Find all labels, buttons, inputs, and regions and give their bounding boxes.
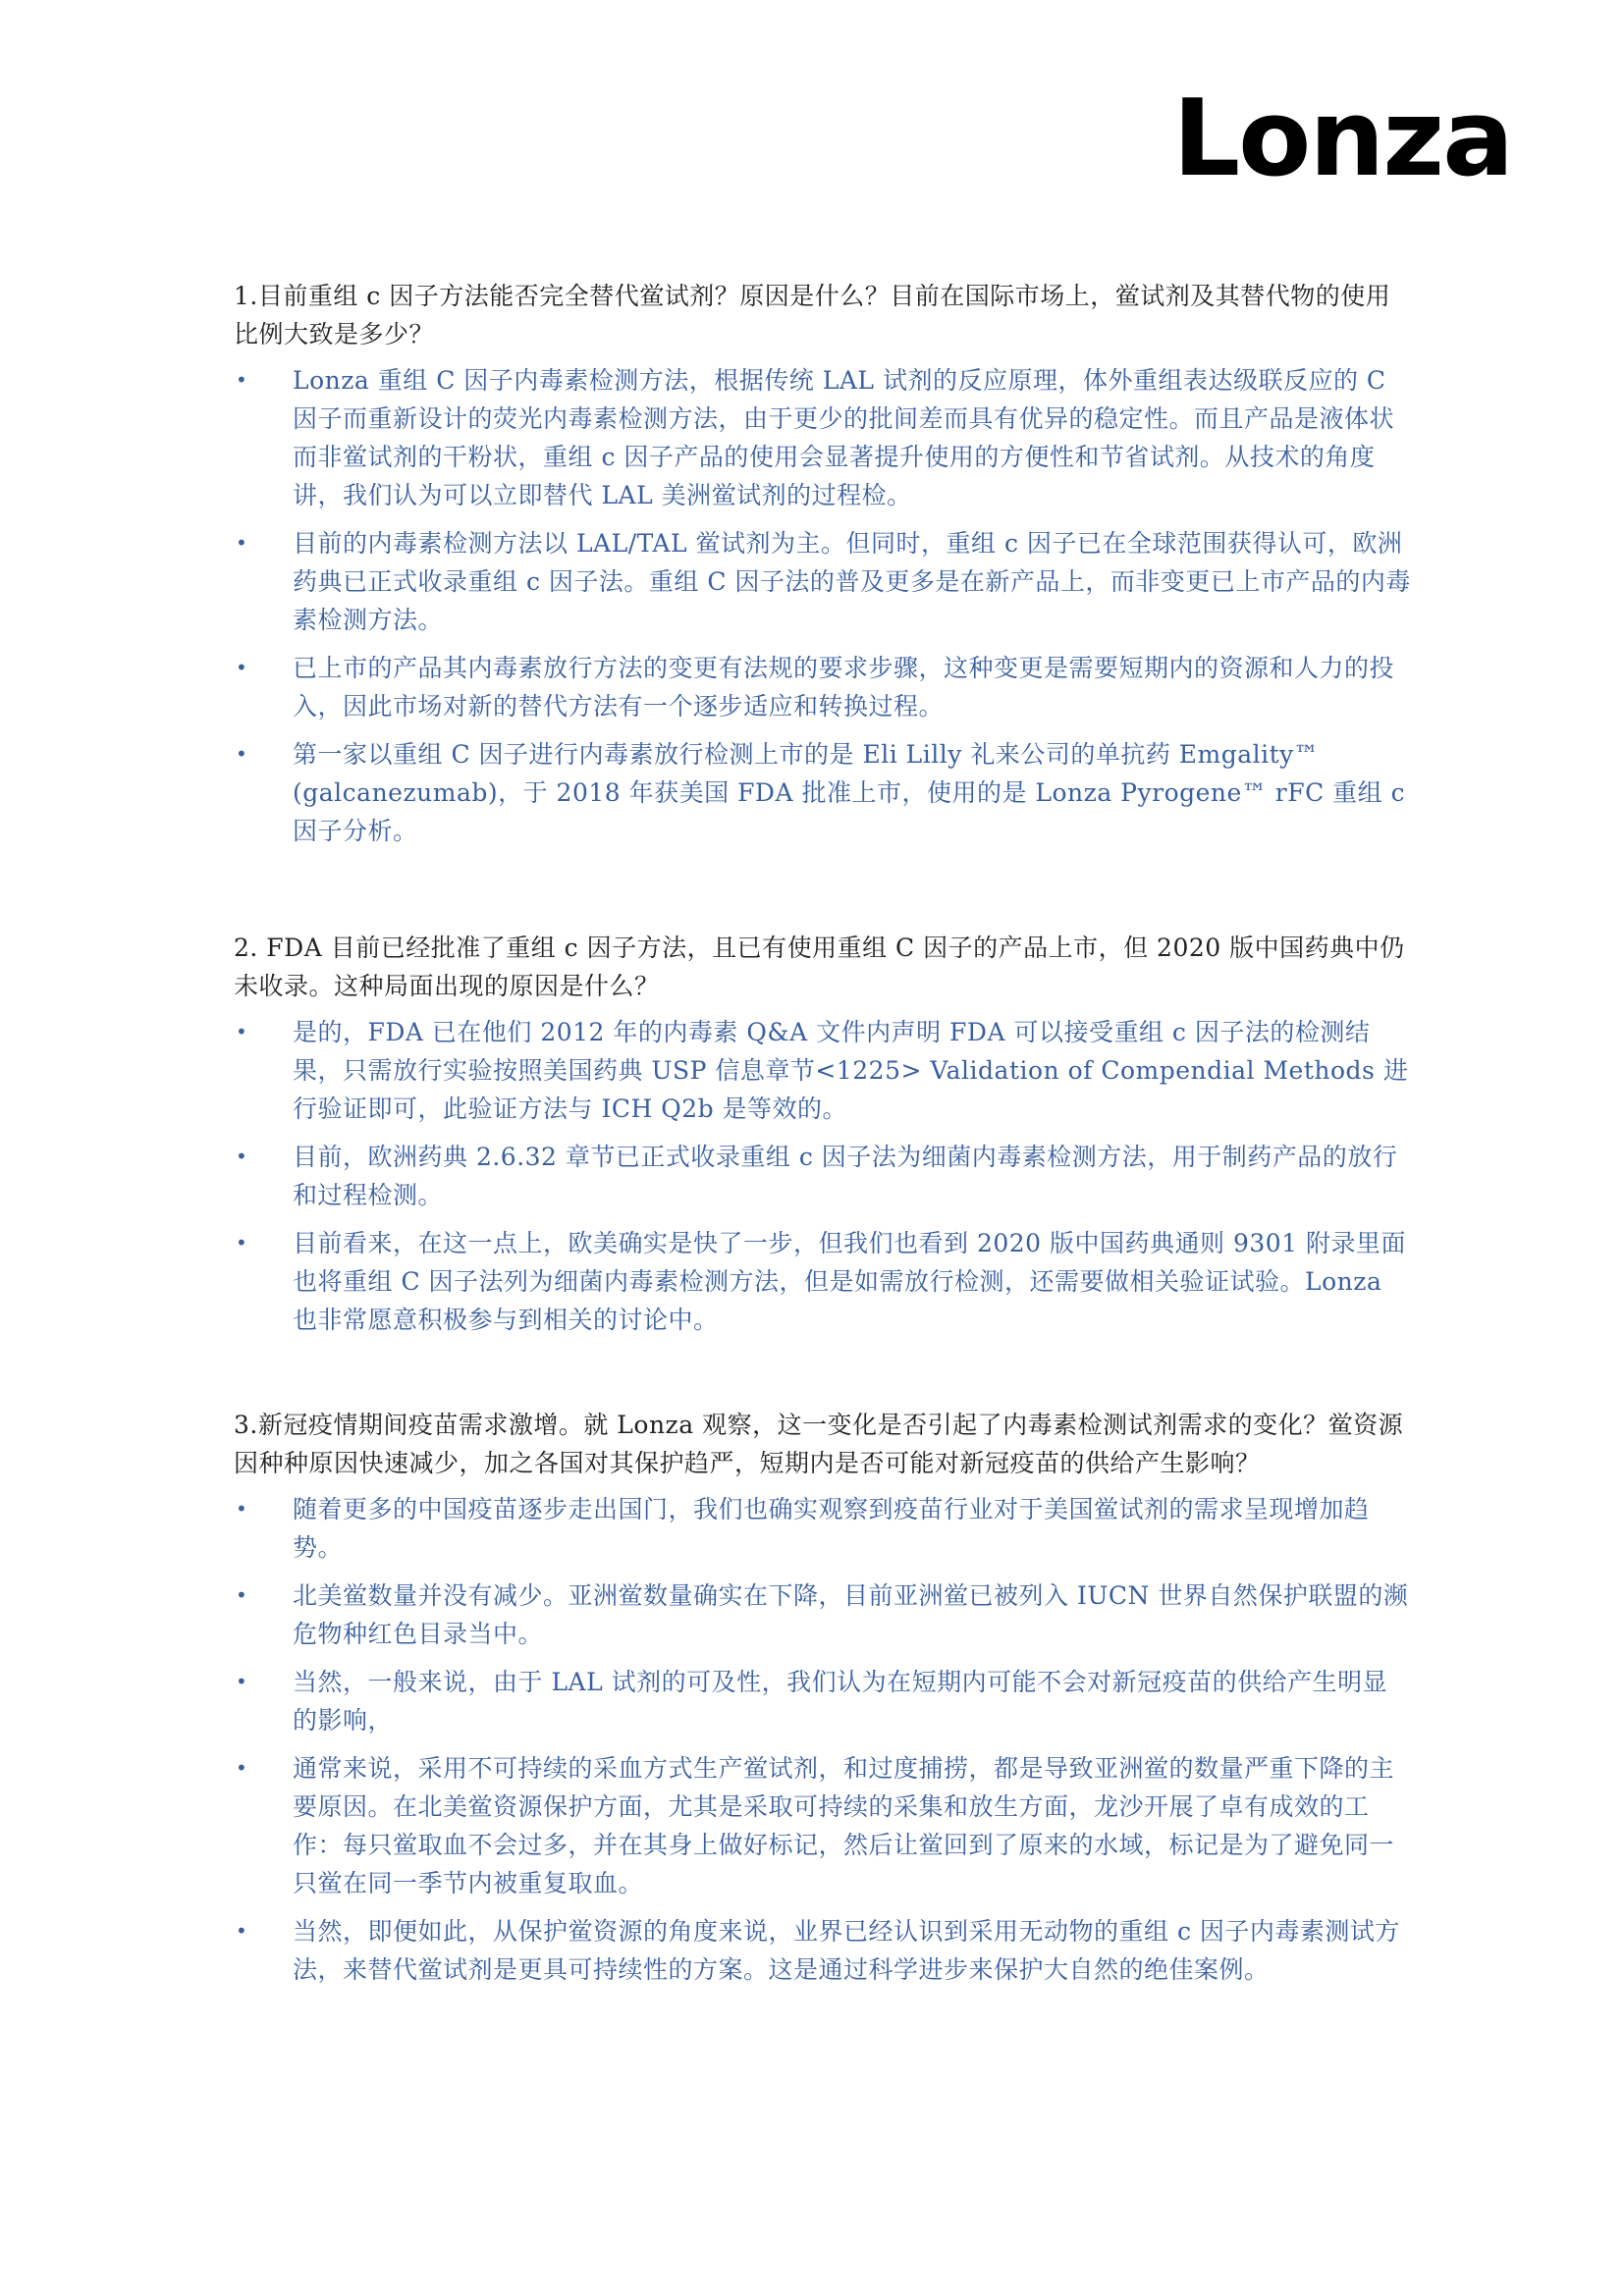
answer-text: 随着更多的中国疫苗逐步走出国门，我们也确实观察到疫苗行业对于美国鲎试剂的需求呈现增加趋势。: [293, 1495, 1370, 1562]
answer-item: [234, 1912, 1412, 1989]
bullet-icon: •: [236, 531, 248, 555]
answer-text: Lonza 重组 C 因子内毒素检测方法，根据传统 LAL 试剂的反应原理，体外重组表达级联反应的 C 因子而重新设计的荧光内毒素检测方法，由于更少的批间差而具有优异的稳定性。而且产品是液体状而非鲎试剂的干粉状，重组 c 因子产品的使用会显著提升使用的方便性和节省试剂。从技术的角度讲，我们认为可以立即替代 LAL 美洲鲎试剂的过程检。: [293, 366, 1395, 509]
bullet-icon: •: [236, 1919, 248, 1943]
section-spacer: [234, 1349, 1412, 1406]
answer-text: 当然，一般来说，由于 LAL 试剂的可及性，我们认为在短期内可能不会对新冠疫苗的供给产生明显的影响，: [293, 1668, 1388, 1735]
bullet-icon: •: [236, 1145, 248, 1168]
question-3: 3.新冠疫情期间疫苗需求激增。就 Lonza 观察，这一变化是否引起了内毒素检测试剂需求的变化？鲎资源因种种原因快速减少，加之各国对其保护趋严，短期内是否可能对新冠疫苗的供给产生影响？: [234, 1411, 1404, 1477]
answer-text: 通常来说，采用不可持续的采血方式生产鲎试剂，和过度捕捞，都是导致亚洲鲎的数量严重下降的主要原因。在北美鲎资源保护方面，尤其是采取可持续的采集和放生方面，龙沙开展了卓有成效的工作：每只鲎取血不会过多，并在其身上做好标记，然后让鲎回到了原来的水域，标记是为了避免同一只鲎在同一季节内被重复取血。: [293, 1754, 1395, 1897]
document-body: [234, 277, 1412, 1999]
bullet-icon: •: [236, 1497, 248, 1521]
answer-text: 北美鲎数量并没有减少。亚洲鲎数量确实在下降，目前亚洲鲎已被列入 IUCN 世界自然保护联盟的濒危物种红色目录当中。: [293, 1581, 1409, 1648]
answer-text: 是的，FDA 已在他们 2012 年的内毒素 Q&A 文件内声明 FDA 可以接受重组 c 因子法的检测结果，只需放行实验按照美国药典 USP 信息章节<1225> Validation of Compendial Methods 进行验证即可，此验证方法与 ICH Q2b 是等效的。: [293, 1018, 1409, 1123]
answer-item: [234, 1490, 1412, 1567]
answer-item: [234, 1138, 1412, 1214]
answer-item: [234, 1224, 1412, 1339]
answer-item: [234, 735, 1412, 850]
bullet-icon: •: [236, 656, 248, 679]
answer-text: 目前，欧洲药典 2.6.32 章节已正式收录重组 c 因子法为细菌内毒素检测方法，用于制药产品的放行和过程检测。: [293, 1143, 1398, 1209]
qa-section-3: [234, 1406, 1412, 1989]
answer-list-3: [234, 1490, 1412, 1989]
answer-list-2: [234, 1013, 1412, 1339]
section-spacer: [234, 860, 1412, 929]
question-1: 1.目前重组 c 因子方法能否完全替代鲎试剂？原因是什么？目前在国际市场上，鲎试剂及其替代物的使用比例大致是多少？: [234, 282, 1391, 348]
bullet-icon: •: [236, 742, 248, 766]
answer-text: 目前看来，在这一点上，欧美确实是快了一步，但我们也看到 2020 版中国药典通则 9301 附录里面也将重组 C 因子法列为细菌内毒素检测方法，但是如需放行检测，还需要做相关验证试验。Lonza 也非常愿意积极参与到相关的讨论中。: [293, 1229, 1407, 1334]
answer-item: [234, 1663, 1412, 1739]
answer-item: [234, 1576, 1412, 1653]
bullet-icon: •: [236, 1756, 248, 1780]
bullet-icon: •: [236, 368, 248, 392]
qa-section-2: [234, 929, 1412, 1339]
answer-item: [234, 524, 1412, 639]
answer-text: 目前的内毒素检测方法以 LAL/TAL 鲎试剂为主。但同时，重组 c 因子已在全球范围获得认可，欧洲药典已正式收录重组 c 因子法。重组 C 因子法的普及更多是在新产品上，而非变更已上市产品的内毒素检测方法。: [293, 529, 1411, 634]
answer-item: [234, 649, 1412, 725]
answer-text: 第一家以重组 C 因子进行内毒素放行检测上市的是 Eli Lilly 礼来公司的单抗药 Emgality™ (galcanezumab)，于 2018 年获美国 FDA 批准上市，使用的是 Lonza Pyrogene™ rFC 重组 c 因子分析。: [293, 740, 1406, 845]
answer-item: [234, 1013, 1412, 1128]
bullet-icon: •: [236, 1231, 248, 1255]
qa-section-1: [234, 277, 1412, 850]
answer-text: 已上市的产品其内毒素放行方法的变更有法规的要求步骤，这种变更是需要短期内的资源和人力的投入，因此市场对新的替代方法有一个逐步适应和转换过程。: [293, 654, 1395, 721]
answer-item: [234, 1749, 1412, 1902]
answer-text: 当然，即便如此，从保护鲎资源的角度来说，业界已经认识到采用无动物的重组 c 因子内毒素测试方法，来替代鲎试剂是更具可持续性的方案。这是通过科学进步来保护大自然的绝佳案例。: [293, 1917, 1400, 1984]
answer-item: [234, 361, 1412, 514]
bullet-icon: •: [236, 1670, 248, 1693]
lonza-logo: Lonza: [1172, 78, 1512, 200]
bullet-icon: •: [236, 1583, 248, 1607]
answer-list-1: [234, 361, 1412, 850]
bullet-icon: •: [236, 1020, 248, 1043]
question-2: 2. FDA 目前已经批准了重组 c 因子方法，且已有使用重组 C 因子的产品上市，但 2020 版中国药典中仍未收录。这种局面出现的原因是什么？: [234, 934, 1405, 1000]
